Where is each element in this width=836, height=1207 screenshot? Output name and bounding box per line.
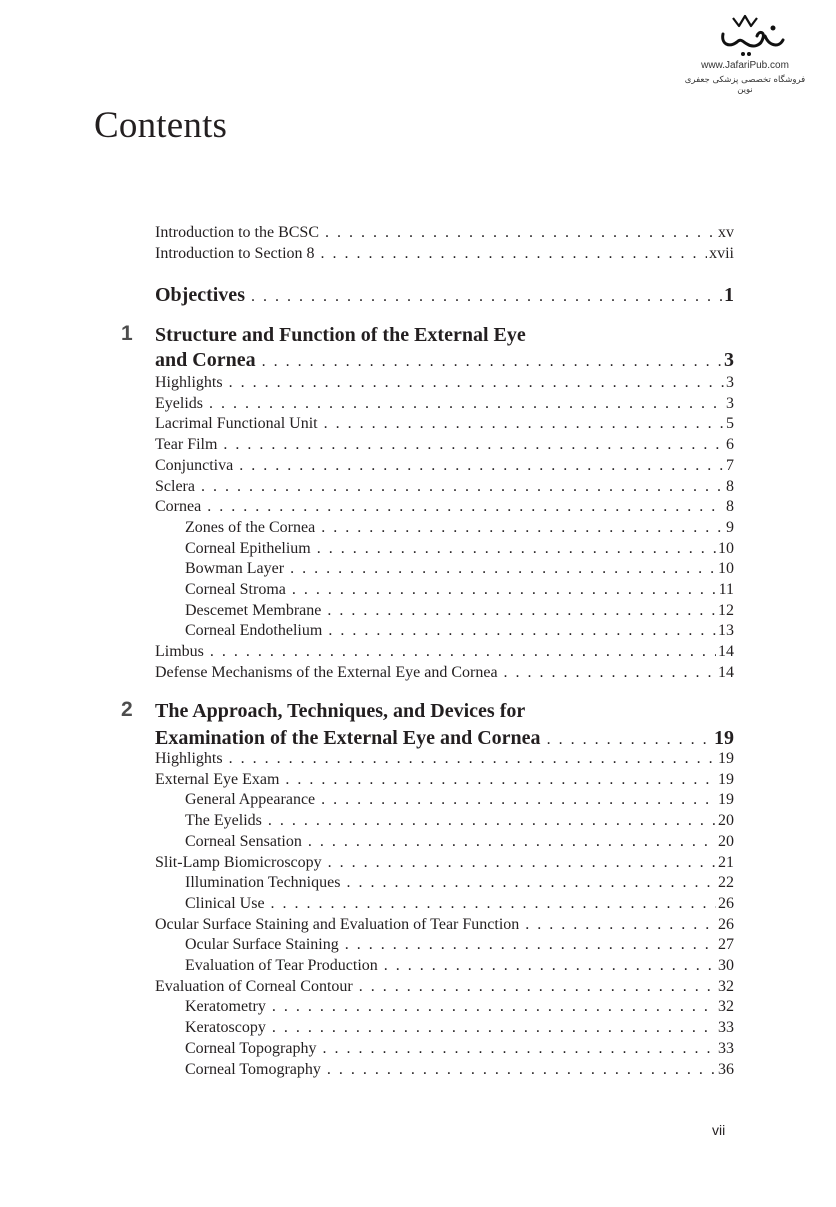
- toc-entry-label: Illumination Techniques: [185, 874, 341, 892]
- toc-entry-page: 30: [718, 957, 734, 974]
- toc-entry[interactable]: [155, 223, 734, 243]
- toc-entry-page: 14: [718, 643, 734, 661]
- toc-entry-page: 8: [726, 477, 734, 495]
- chapter-title-label: Examination of the External Eye and Cornea: [155, 727, 541, 749]
- toc-entry-page: 33: [718, 1039, 734, 1057]
- toc-entry[interactable]: [185, 811, 734, 831]
- toc-entry-label: Ocular Surface Staining: [185, 936, 339, 954]
- dot-leader: [321, 223, 716, 243]
- publisher-logo: [680, 12, 810, 102]
- toc-entry-label: Conjunctiva: [155, 456, 234, 474]
- toc-entry[interactable]: [155, 642, 734, 662]
- toc-entry-label: Descemet Membrane: [185, 601, 322, 619]
- page-number: vii: [712, 1122, 726, 1138]
- dot-leader: [247, 285, 722, 309]
- toc-entry[interactable]: [185, 873, 734, 893]
- dot-leader: [225, 749, 716, 769]
- chapter-page: 3: [724, 349, 734, 371]
- toc-objectives[interactable]: [155, 283, 734, 309]
- toc-entry-page: 13: [718, 622, 734, 640]
- dot-leader: [342, 873, 716, 893]
- toc-entry-label: Slit-Lamp Biomicroscopy: [155, 853, 322, 871]
- toc-entry-page: xv: [718, 224, 734, 241]
- toc-entry-label: Corneal Endothelium: [185, 622, 323, 640]
- dot-leader: [313, 539, 716, 559]
- dot-leader: [341, 935, 716, 955]
- toc-entry[interactable]: [155, 435, 734, 455]
- dot-leader: [317, 790, 716, 810]
- toc-entry-page: 22: [718, 874, 734, 892]
- toc-entry[interactable]: [185, 1039, 734, 1059]
- chapter-title-line2[interactable]: [155, 348, 734, 374]
- toc-entry[interactable]: [155, 456, 734, 476]
- toc-entry-page: 27: [718, 936, 734, 954]
- toc-entry-page: 14: [718, 663, 734, 681]
- toc-entry[interactable]: [185, 832, 734, 852]
- dot-leader: [323, 601, 716, 621]
- toc-entry-page: 26: [718, 915, 734, 933]
- toc-entry[interactable]: [155, 244, 734, 264]
- toc-entry[interactable]: [155, 853, 734, 873]
- toc-entry[interactable]: [185, 580, 734, 600]
- toc-entry-label: Corneal Sensation: [185, 832, 302, 850]
- toc-entry-label: Clinical Use: [185, 894, 265, 912]
- toc-entry-label: Tear Film: [155, 436, 218, 454]
- toc-entry-label: The Eyelids: [185, 812, 262, 830]
- toc-entry-page: 12: [718, 601, 734, 619]
- toc-entry-page: 8: [726, 498, 734, 516]
- logo-subtitle: فروشگاه تخصصی پزشکی جعفری نوین: [684, 75, 806, 95]
- toc-entry-label: Lacrimal Functional Unit: [155, 415, 318, 433]
- toc-entry-page: 3: [726, 374, 734, 391]
- toc-entry[interactable]: [155, 394, 734, 414]
- toc-entry[interactable]: [185, 559, 734, 579]
- dot-leader: [206, 642, 716, 662]
- toc-entry-page: 26: [718, 894, 734, 912]
- dot-leader: [225, 373, 724, 393]
- dot-leader: [288, 580, 717, 600]
- toc-entry[interactable]: [185, 539, 734, 559]
- toc-entry-label: Zones of the Cornea: [185, 518, 316, 536]
- toc-entry[interactable]: [155, 414, 734, 434]
- dot-leader: [500, 663, 716, 683]
- toc-entry[interactable]: [155, 770, 734, 790]
- toc-entry-label: Corneal Topography: [185, 1039, 317, 1057]
- dot-leader: [264, 811, 716, 831]
- toc-entry-page: 10: [718, 539, 734, 557]
- dot-leader: [317, 518, 724, 538]
- dot-leader: [281, 770, 716, 790]
- toc-entry-label: Sclera: [155, 477, 195, 495]
- toc-entry-label: Defense Mechanisms of the External Eye and Cornea: [155, 663, 498, 681]
- toc-entry[interactable]: [155, 497, 734, 517]
- toc-entry-label: Corneal Stroma: [185, 581, 286, 598]
- toc-entry-label: Introduction to Section 8: [155, 245, 315, 262]
- toc-entry[interactable]: [155, 373, 734, 393]
- dot-leader: [219, 435, 724, 455]
- dot-leader: [267, 894, 716, 914]
- toc-entry-label: Ocular Surface Staining and Evaluation of Tear Function: [155, 915, 520, 933]
- dot-leader: [323, 1060, 716, 1080]
- dot-leader: [521, 915, 716, 935]
- chapter-title-label: and Cornea: [155, 349, 256, 371]
- toc-entry[interactable]: [185, 518, 734, 538]
- toc-entry-page: 20: [718, 812, 734, 830]
- toc-entry[interactable]: [155, 477, 734, 497]
- toc-entry[interactable]: [185, 956, 734, 976]
- dot-leader: [205, 394, 724, 414]
- toc-entry[interactable]: [155, 915, 734, 935]
- toc-entry[interactable]: [185, 601, 734, 621]
- objectives-page: 1: [724, 284, 734, 306]
- toc-entry[interactable]: [185, 935, 734, 955]
- dot-leader: [268, 1018, 716, 1038]
- dot-leader: [235, 456, 724, 476]
- toc-entry-page: 32: [718, 977, 734, 995]
- dot-leader: [268, 997, 716, 1017]
- toc-entry-label: Corneal Tomography: [185, 1060, 321, 1078]
- toc-entry-label: Keratometry: [185, 998, 266, 1016]
- toc-entry-label: Limbus: [155, 643, 204, 661]
- dot-leader: [324, 621, 716, 641]
- dot-leader: [320, 414, 724, 434]
- toc-entry-label: Evaluation of Tear Production: [185, 957, 378, 974]
- jafari-logo-icon: [703, 12, 787, 60]
- toc-entry-page: 5: [726, 415, 734, 433]
- toc-entry[interactable]: [185, 997, 734, 1017]
- chapter-number: 2: [121, 698, 133, 721]
- toc-entry-page: 7: [726, 456, 734, 474]
- toc-entry-label: Keratoscopy: [185, 1019, 266, 1037]
- toc-entry-label: Highlights: [155, 374, 223, 391]
- chapter-title[interactable]: The Approach, Techniques, and Devices for: [155, 700, 526, 722]
- toc-entry-page: 19: [718, 750, 734, 767]
- toc-entry-page: 36: [718, 1060, 734, 1078]
- dot-leader: [324, 853, 716, 873]
- toc-entry[interactable]: [155, 749, 734, 769]
- toc-entry[interactable]: [185, 1060, 734, 1080]
- chapter-page: 19: [714, 727, 734, 749]
- dot-leader: [317, 244, 708, 264]
- dot-leader: [258, 350, 722, 374]
- toc-entry-page: 20: [718, 832, 734, 850]
- toc-entry-label: Evaluation of Corneal Contour: [155, 977, 353, 995]
- toc-entry-page: 6: [726, 436, 734, 454]
- toc-entry-label: Bowman Layer: [185, 560, 285, 578]
- toc-entry[interactable]: [155, 977, 734, 997]
- toc-entry-label: Highlights: [155, 750, 223, 767]
- toc-entry[interactable]: [185, 790, 734, 810]
- dot-leader: [304, 832, 716, 852]
- toc-entry-label: Corneal Epithelium: [185, 539, 311, 557]
- chapter-number: 1: [121, 322, 133, 345]
- toc-entry-label: Introduction to the BCSC: [155, 224, 319, 241]
- toc-entry-page: 3: [726, 394, 734, 412]
- toc-entry-page: 9: [726, 518, 734, 536]
- toc-entry[interactable]: [155, 663, 734, 683]
- toc-entry-page: xvii: [709, 245, 734, 262]
- toc-entry-page: 19: [718, 791, 734, 809]
- toc-entry-label: General Appearance: [185, 791, 316, 809]
- toc-entry[interactable]: [185, 894, 734, 914]
- toc-entry-page: 11: [718, 581, 734, 598]
- toc-entry[interactable]: [185, 1018, 734, 1038]
- dot-leader: [355, 977, 716, 997]
- chapter-title[interactable]: Structure and Function of the External Eye: [155, 324, 526, 346]
- toc-entry-page: 19: [718, 770, 734, 788]
- toc-entry-page: 32: [718, 998, 734, 1016]
- dot-leader: [318, 1039, 716, 1059]
- dot-leader: [286, 559, 716, 579]
- toc-entry-label: Cornea: [155, 498, 202, 516]
- logo-url: www.JafariPub.com: [701, 60, 789, 71]
- dot-leader: [380, 956, 716, 976]
- toc-entry[interactable]: [185, 621, 734, 641]
- objectives-label: Objectives: [155, 284, 245, 306]
- toc-entry-page: 10: [718, 560, 734, 578]
- toc-entry-label: External Eye Exam: [155, 770, 280, 788]
- toc-entry-page: 21: [718, 853, 734, 871]
- toc-entry-page: 33: [718, 1019, 734, 1037]
- toc-entry-label: Eyelids: [155, 394, 203, 412]
- page-title: Contents: [94, 105, 228, 146]
- dot-leader: [197, 477, 724, 497]
- dot-leader: [203, 497, 724, 517]
